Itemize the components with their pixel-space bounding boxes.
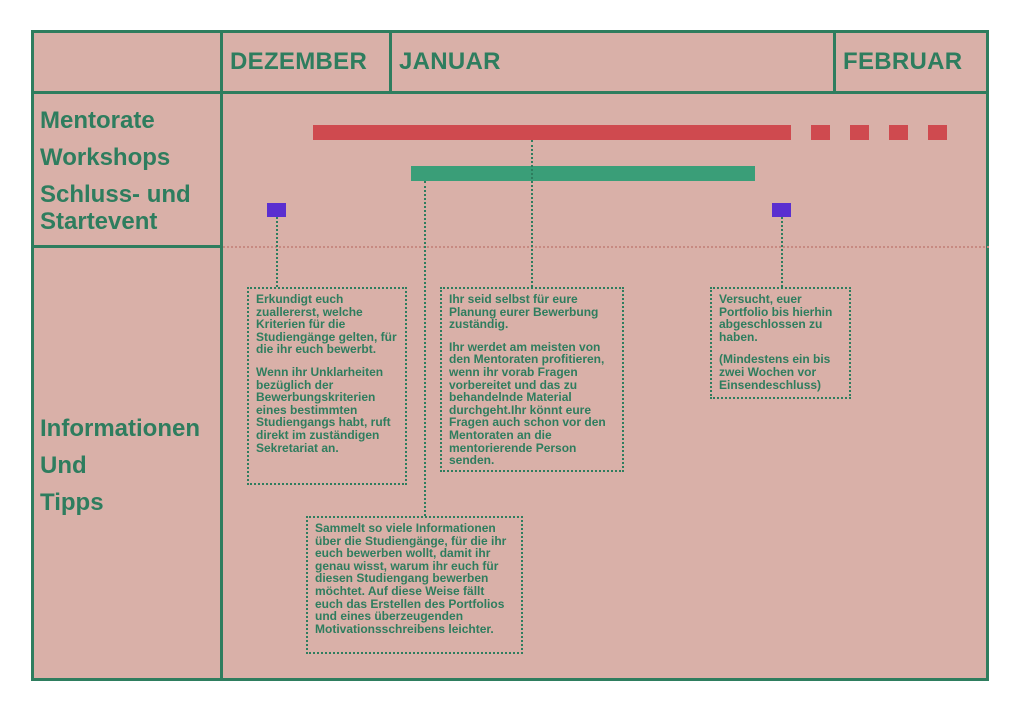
row-label-info-line1: Informationen xyxy=(40,415,200,442)
timeline-row-divider xyxy=(31,245,223,248)
note-informationen xyxy=(306,516,523,654)
month-dezember: DEZEMBER xyxy=(230,48,368,75)
note-kriterien-p1: Erkundigt euch zuallererst, welche Kriterien für die Studiengänge gelten, für die ihr euch bewerbt. xyxy=(256,292,397,357)
connector-note1 xyxy=(276,217,278,287)
note-portfolio-p1: Versucht, euer Portfolio bis hierhin abgeschlossen zu haben. xyxy=(719,292,833,344)
connector-note4 xyxy=(424,181,426,516)
mentorate-dash-2 xyxy=(850,125,869,140)
mentorate-dash-3 xyxy=(889,125,908,140)
row-label-informationen xyxy=(40,410,200,521)
month-januar: JANUAR xyxy=(399,48,501,75)
timeline-dotted-divider xyxy=(223,246,989,248)
row-label-mentorate: Mentorate xyxy=(40,107,155,134)
mentorate-dash-1 xyxy=(811,125,830,140)
row-label-schluss xyxy=(40,176,191,240)
row-label-schluss-line2: Startevent xyxy=(40,208,158,235)
month-februar: FEBRUAR xyxy=(843,48,963,75)
event-marker-start xyxy=(267,203,286,217)
row-label-schluss-line1: Schluss- und xyxy=(40,181,191,208)
note-kriterien-p2: Wenn ihr Unklarheiten bezüglich der Bewerbungskriterien eines bestimmten Studiengangs habt, ruft direkt im zuständigen Sekretariat an. xyxy=(256,364,391,455)
workshops-bar xyxy=(411,166,755,181)
note-planung-p2: Ihr werdet am meisten von den Mentoraten profitieren, wenn ihr vorab Fragen vorbereitet und das zu behandelnde Material durchgeht.Ihr könnt eure Fragen auch schon vor den Mentoraten an die mentorierende Person senden. xyxy=(449,339,606,468)
note-informationen-p1: Sammelt so viele Informationen über die Studiengänge, für die ihr euch bewerben wollt, damit ihr genau wisst, warum ihr euch für diesen Studiengang bewerben möchtet. Auf diese Weise fällt euch das Erstellen des Portfolios und eines überzeugenden Motivationsschreibens leichter. xyxy=(315,521,507,636)
mentorate-dash-4 xyxy=(928,125,947,140)
month-divider-januar-februar xyxy=(833,30,836,93)
note-portfolio-p2: (Mindestens ein bis zwei Wochen vor Einsendeschluss) xyxy=(719,352,831,392)
row-label-info-line2: Und xyxy=(40,452,87,479)
event-marker-end xyxy=(772,203,791,217)
header-row-divider xyxy=(31,91,989,94)
mentorate-bar xyxy=(313,125,791,140)
row-label-info-line3: Tipps xyxy=(40,489,104,516)
label-column-divider xyxy=(220,30,223,681)
connector-note2 xyxy=(531,140,533,287)
note-kriterien xyxy=(247,287,407,485)
note-planung xyxy=(440,287,624,472)
month-divider-dezember-januar xyxy=(389,30,392,93)
connector-note3 xyxy=(781,217,783,287)
note-portfolio xyxy=(710,287,851,399)
row-label-workshops: Workshops xyxy=(40,144,171,171)
note-planung-p1: Ihr seid selbst für eure Planung eurer Bewerbung zuständig. xyxy=(449,292,599,332)
